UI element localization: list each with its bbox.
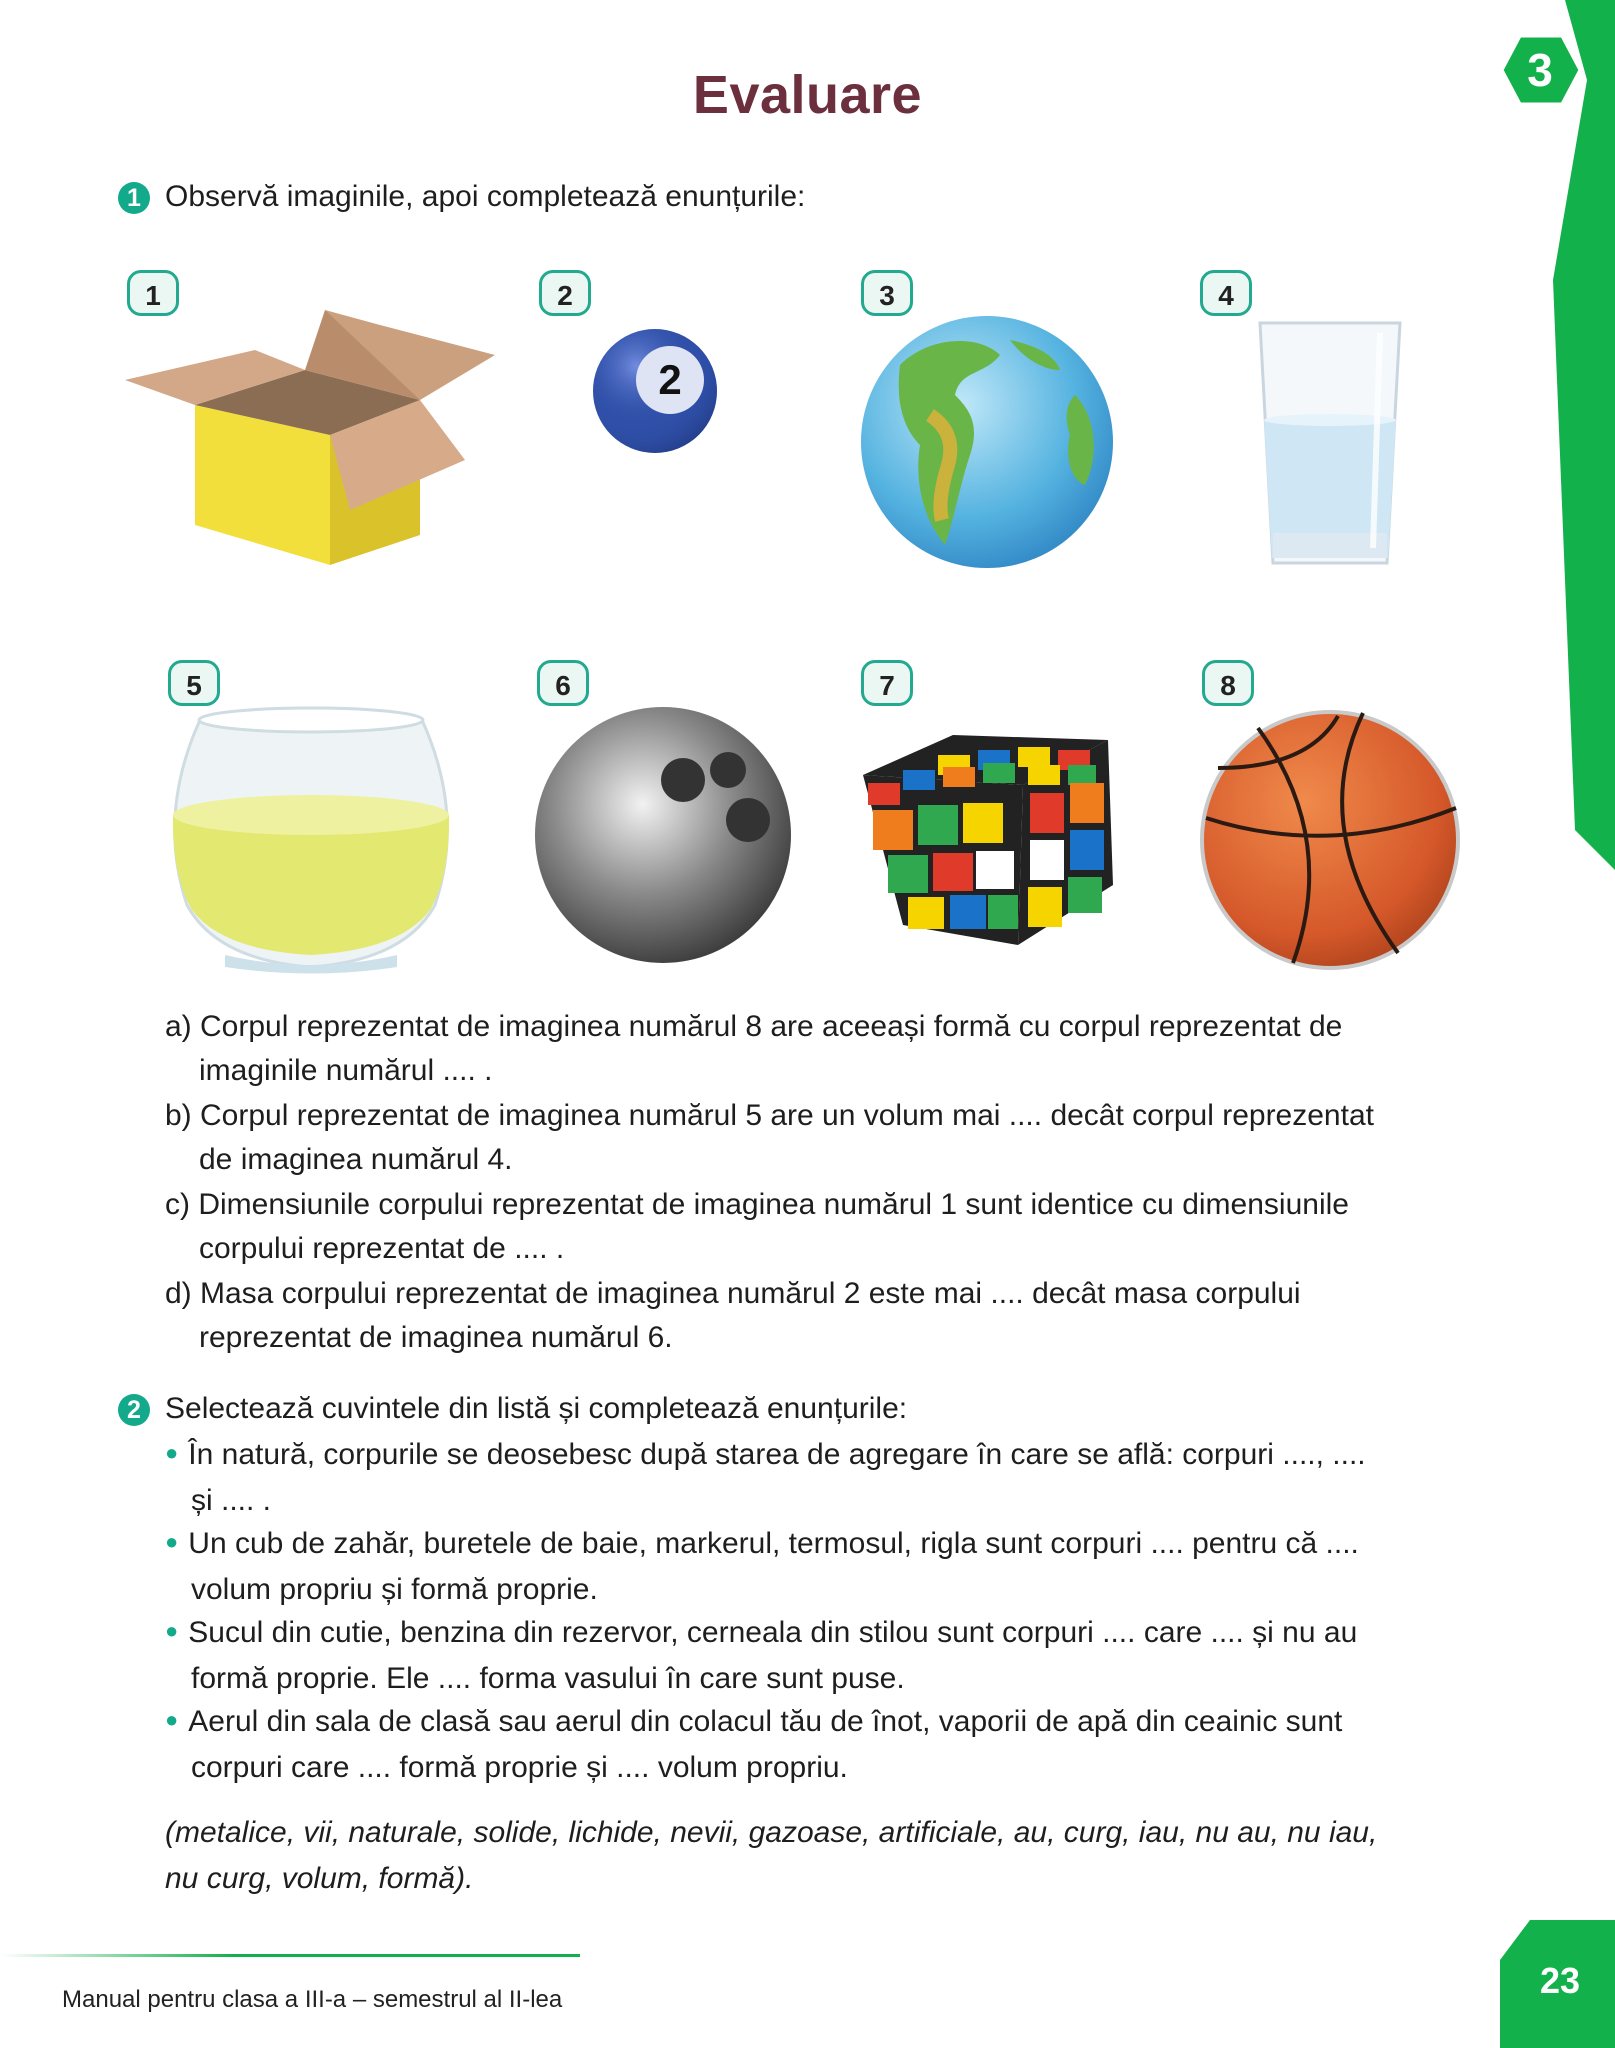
image-label: 7 — [861, 660, 913, 706]
bowling-ball-icon — [533, 705, 793, 965]
rubik-cube-icon — [858, 705, 1118, 965]
water-glass-icon — [1255, 318, 1405, 570]
page-title: Evaluare — [692, 65, 923, 125]
chapter-side-band — [1525, 0, 1615, 870]
task-instruction: Observă imaginile, apoi completează enunțurile: — [165, 180, 806, 213]
bullet-dot-icon: ● — [165, 1618, 179, 1643]
footer-divider — [0, 1954, 580, 1957]
billiard-ball-icon — [592, 328, 718, 454]
task-instruction: Selectează cuvintele din listă și completează enunțurile: — [165, 1392, 908, 1425]
image-label: 6 — [537, 660, 589, 706]
statement-d: d) Masa corpului reprezentat de imaginea numărul 2 este mai .... decât masa corpului reprezentat de imaginea numărul 6. — [165, 1277, 1301, 1354]
bullet-dot-icon: ● — [165, 1707, 179, 1732]
task-number-badge: 1 — [118, 182, 150, 214]
bullet-item: ● Sucul din cutie, benzina din rezervor, cerneala din stilou sunt corpuri .... care .... și nu au formă proprie. Ele .... forma vasului în care sunt puse. — [165, 1616, 1358, 1695]
bullet-dot-icon: ● — [165, 1529, 179, 1554]
juice-bowl-icon — [165, 705, 457, 975]
statement-b: b) Corpul reprezentat de imaginea numărul 5 are un volum mai .... decât corpul reprezentat de imaginea numărul 4. — [165, 1099, 1374, 1176]
image-label: 2 — [539, 270, 591, 316]
basketball-icon — [1198, 708, 1463, 973]
footer-text: Manual pentru clasa a III-a – semestrul al II-lea — [62, 1986, 563, 2013]
word-list: (metalice, vii, naturale, solide, lichide, nevii, gazoase, artificiale, au, curg, iau, nu au, nu iau, nu curg, volum, formă). — [165, 1816, 1378, 1895]
task-number-badge: 2 — [118, 1394, 150, 1426]
ball-number: 2 — [658, 356, 682, 403]
statement-a: a) Corpul reprezentat de imaginea numărul 8 are aceeași formă cu corpul reprezentat de imaginile numărul .... . — [165, 1010, 1343, 1087]
image-label: 5 — [168, 660, 220, 706]
earth-globe-icon — [860, 315, 1115, 570]
image-label: 3 — [861, 270, 913, 316]
cardboard-box-icon — [125, 310, 500, 570]
statement-c: c) Dimensiunile corpului reprezentat de imaginea numărul 1 sunt identice cu dimensiunile corpului reprezentat de .... . — [165, 1188, 1349, 1265]
image-label: 4 — [1200, 270, 1252, 316]
bullet-item: ● Un cub de zahăr, buretele de baie, markerul, termosul, rigla sunt corpuri .... pentru că .... volum propriu și formă proprie. — [165, 1527, 1359, 1606]
bullet-item: ● Aerul din sala de clasă sau aerul din colacul tău de înot, vaporii de apă din ceainic sunt corpuri care .... formă proprie și .... volum propriu. — [165, 1705, 1343, 1784]
page-number: 23 — [1539, 1960, 1581, 2001]
bullet-item: ● În natură, corpurile se deosebesc după starea de agregare în care se află: corpuri ...., .... și .... . — [165, 1438, 1366, 1517]
bullet-dot-icon: ● — [165, 1440, 179, 1465]
chapter-number: 3 — [1527, 44, 1553, 96]
image-label: 1 — [127, 270, 179, 316]
image-label: 8 — [1202, 660, 1254, 706]
